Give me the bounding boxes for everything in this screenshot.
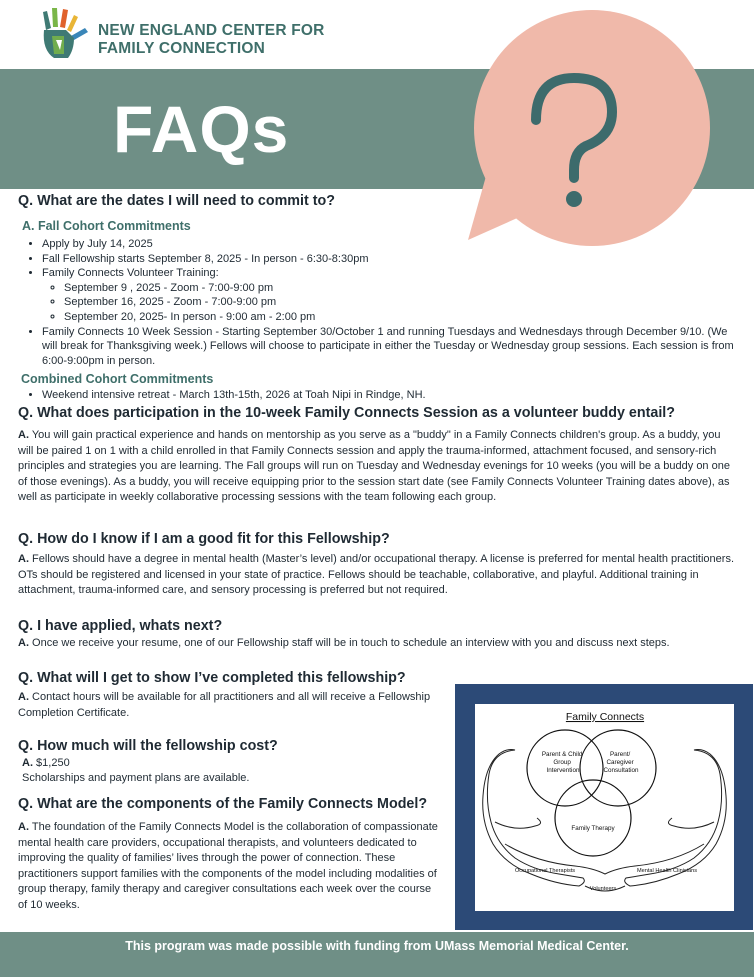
- answer-text: Fellows should have a degree in mental health (Master’s level) and/or occupational therapy. A license is preferred for mental health practitioners. OTs should be registered and licensed in your state of practice. Fellows should be teachable, collaborative, and playful. Additional training in attachment, trauma-informed care, and sensory processing is preferred but not required.: [18, 553, 734, 596]
- list-item: • Apply by July 14, 2025: [42, 237, 734, 252]
- svg-text:Parent/ Caregiver Cons: [603, 751, 639, 774]
- list-item: ◦ September 16, 2025 - Zoom - 7:00-9:00 pm: [64, 295, 734, 310]
- org-name: [98, 22, 325, 58]
- fit-answer: [18, 552, 736, 599]
- page-title: FAQs: [113, 92, 290, 166]
- list-item: ◦ September 9 , 2025 - Zoom - 7:00-9:00 pm: [64, 281, 734, 296]
- answer-text: Contact hours will be available for all practitioners and all will receive a Fellowship Completion Certificate.: [18, 691, 431, 719]
- combined-cohort-heading: Combined Cohort Commitments: [21, 372, 214, 386]
- label-mental-health: Mental Health Clinicians: [636, 868, 698, 874]
- diagram-title: Family Connects: [565, 711, 645, 723]
- list-item: • Weekend intensive retreat - March 13th-15th, 2026 at Toah Nipi in Rindge, NH.: [42, 388, 734, 403]
- label-occupational: Occupational Therapists: [514, 868, 576, 874]
- list-item: • Fall Fellowship starts September 8, 2025 - In person - 6:30-8:30pm: [42, 252, 734, 267]
- circle-left-line2: Group: [553, 759, 571, 766]
- answer-label: A.: [22, 757, 33, 769]
- completion-question: Q. What will I get to show I’ve completed this fellowship?: [18, 670, 406, 686]
- answer-label: A.: [18, 553, 29, 565]
- participation-question: Q. What does participation in the 10-week Family Connects Session as a volunteer buddy entail?: [18, 405, 676, 421]
- list-item: [42, 266, 734, 324]
- fit-question: Q. How do I know if I am a good fit for this Fellowship?: [18, 531, 390, 547]
- circle-right-line1: Parent/: [609, 751, 631, 758]
- combined-list: [24, 388, 734, 403]
- components-question: Q. What are the components of the Family Connects Model?: [18, 796, 428, 812]
- answer-label: A.: [18, 637, 29, 649]
- applied-question: Q. I have applied, whats next?: [18, 618, 223, 634]
- answer-label: A.: [18, 429, 29, 441]
- circle-right-line2: Caregiver: [606, 759, 634, 766]
- org-name-line2: FAMILY CONNECTION: [98, 40, 266, 57]
- svg-text:Parent & Child Group I: [542, 751, 584, 774]
- dates-list: [24, 237, 734, 368]
- components-answer: [18, 820, 442, 913]
- circle-right-line3: Consultation: [603, 767, 639, 774]
- completion-answer: [18, 690, 438, 721]
- cost-note: Scholarships and payment plans are available.: [22, 772, 250, 784]
- applied-answer: [18, 636, 736, 652]
- price-text: $1,250: [33, 757, 70, 769]
- training-label: Family Connects Volunteer Training:: [42, 267, 219, 280]
- circle-left-line3: Intervention: [546, 767, 580, 774]
- cost-question: Q. How much will the fellowship cost?: [18, 738, 278, 754]
- cost-answer: [22, 756, 70, 772]
- list-item: ◦ September 20, 2025- In person - 9:00 am - 2:00 pm: [64, 310, 734, 325]
- list-item: • Family Connects 10 Week Session - Starting September 30/October 1 and running Tuesdays and Wednesdays through December 9/10. (We will break for Thanksgiving week.) Fellows will choose to participate in either the Tuesday or Wednesday group sessions. Each session is from 6:00-9:00pm in person.: [42, 325, 734, 369]
- dates-question: Q. What are the dates I will need to commit to?: [18, 193, 335, 209]
- org-name-line1: NEW ENGLAND CENTER FOR: [98, 22, 325, 39]
- answer-label: A.: [18, 821, 29, 833]
- answer-label: A.: [18, 691, 29, 703]
- label-volunteers: Volunteers: [589, 886, 617, 892]
- answer-text: The foundation of the Family Connects Model is the collaboration of compassionate mental health care providers, occupational therapists, and volunteers dedicated to improving the quality of families’ lives through the power of connection. These practitioners support families with the components of the model including modalities of group therapy, family therapy and caregiver consultations each week over the course of 10 weeks.: [18, 821, 438, 911]
- circle-bottom-label: Family Therapy: [571, 825, 615, 832]
- footer-text: This program was made possible with funding from UMass Memorial Medical Center.: [125, 939, 629, 953]
- answer-text: Once we receive your resume, one of our Fellowship staff will be in touch to schedule an interview with you and discuss next steps.: [29, 637, 670, 649]
- answer-text: You will gain practical experience and hands on mentorship as you serve as a "buddy" in a Family Connects children's group. As a buddy, you will be paired 1 on 1 with a child enrolled in that Family Connects session and apply the trauma-informed, attachment focused, and sensory-rich principles and strategies you are learning. The Fall groups will run on Tuesday and Wednesday evenings for 10 weeks (you will be a buddy on one of those evenings). As a buddy, you will receive equipping prior to the session start date (see Family Connects Volunteer Training dates above), as well as participate in weekly collaborative processing sessions with the team following each group.: [18, 429, 730, 503]
- circle-left-line1: Parent & Child: [541, 751, 583, 758]
- question-bubble-icon: [450, 2, 720, 252]
- family-connects-diagram: [475, 704, 734, 911]
- hand-logo-icon: [38, 6, 94, 62]
- participation-answer: [18, 428, 736, 506]
- fall-cohort-heading: A. Fall Cohort Commitments: [22, 219, 191, 233]
